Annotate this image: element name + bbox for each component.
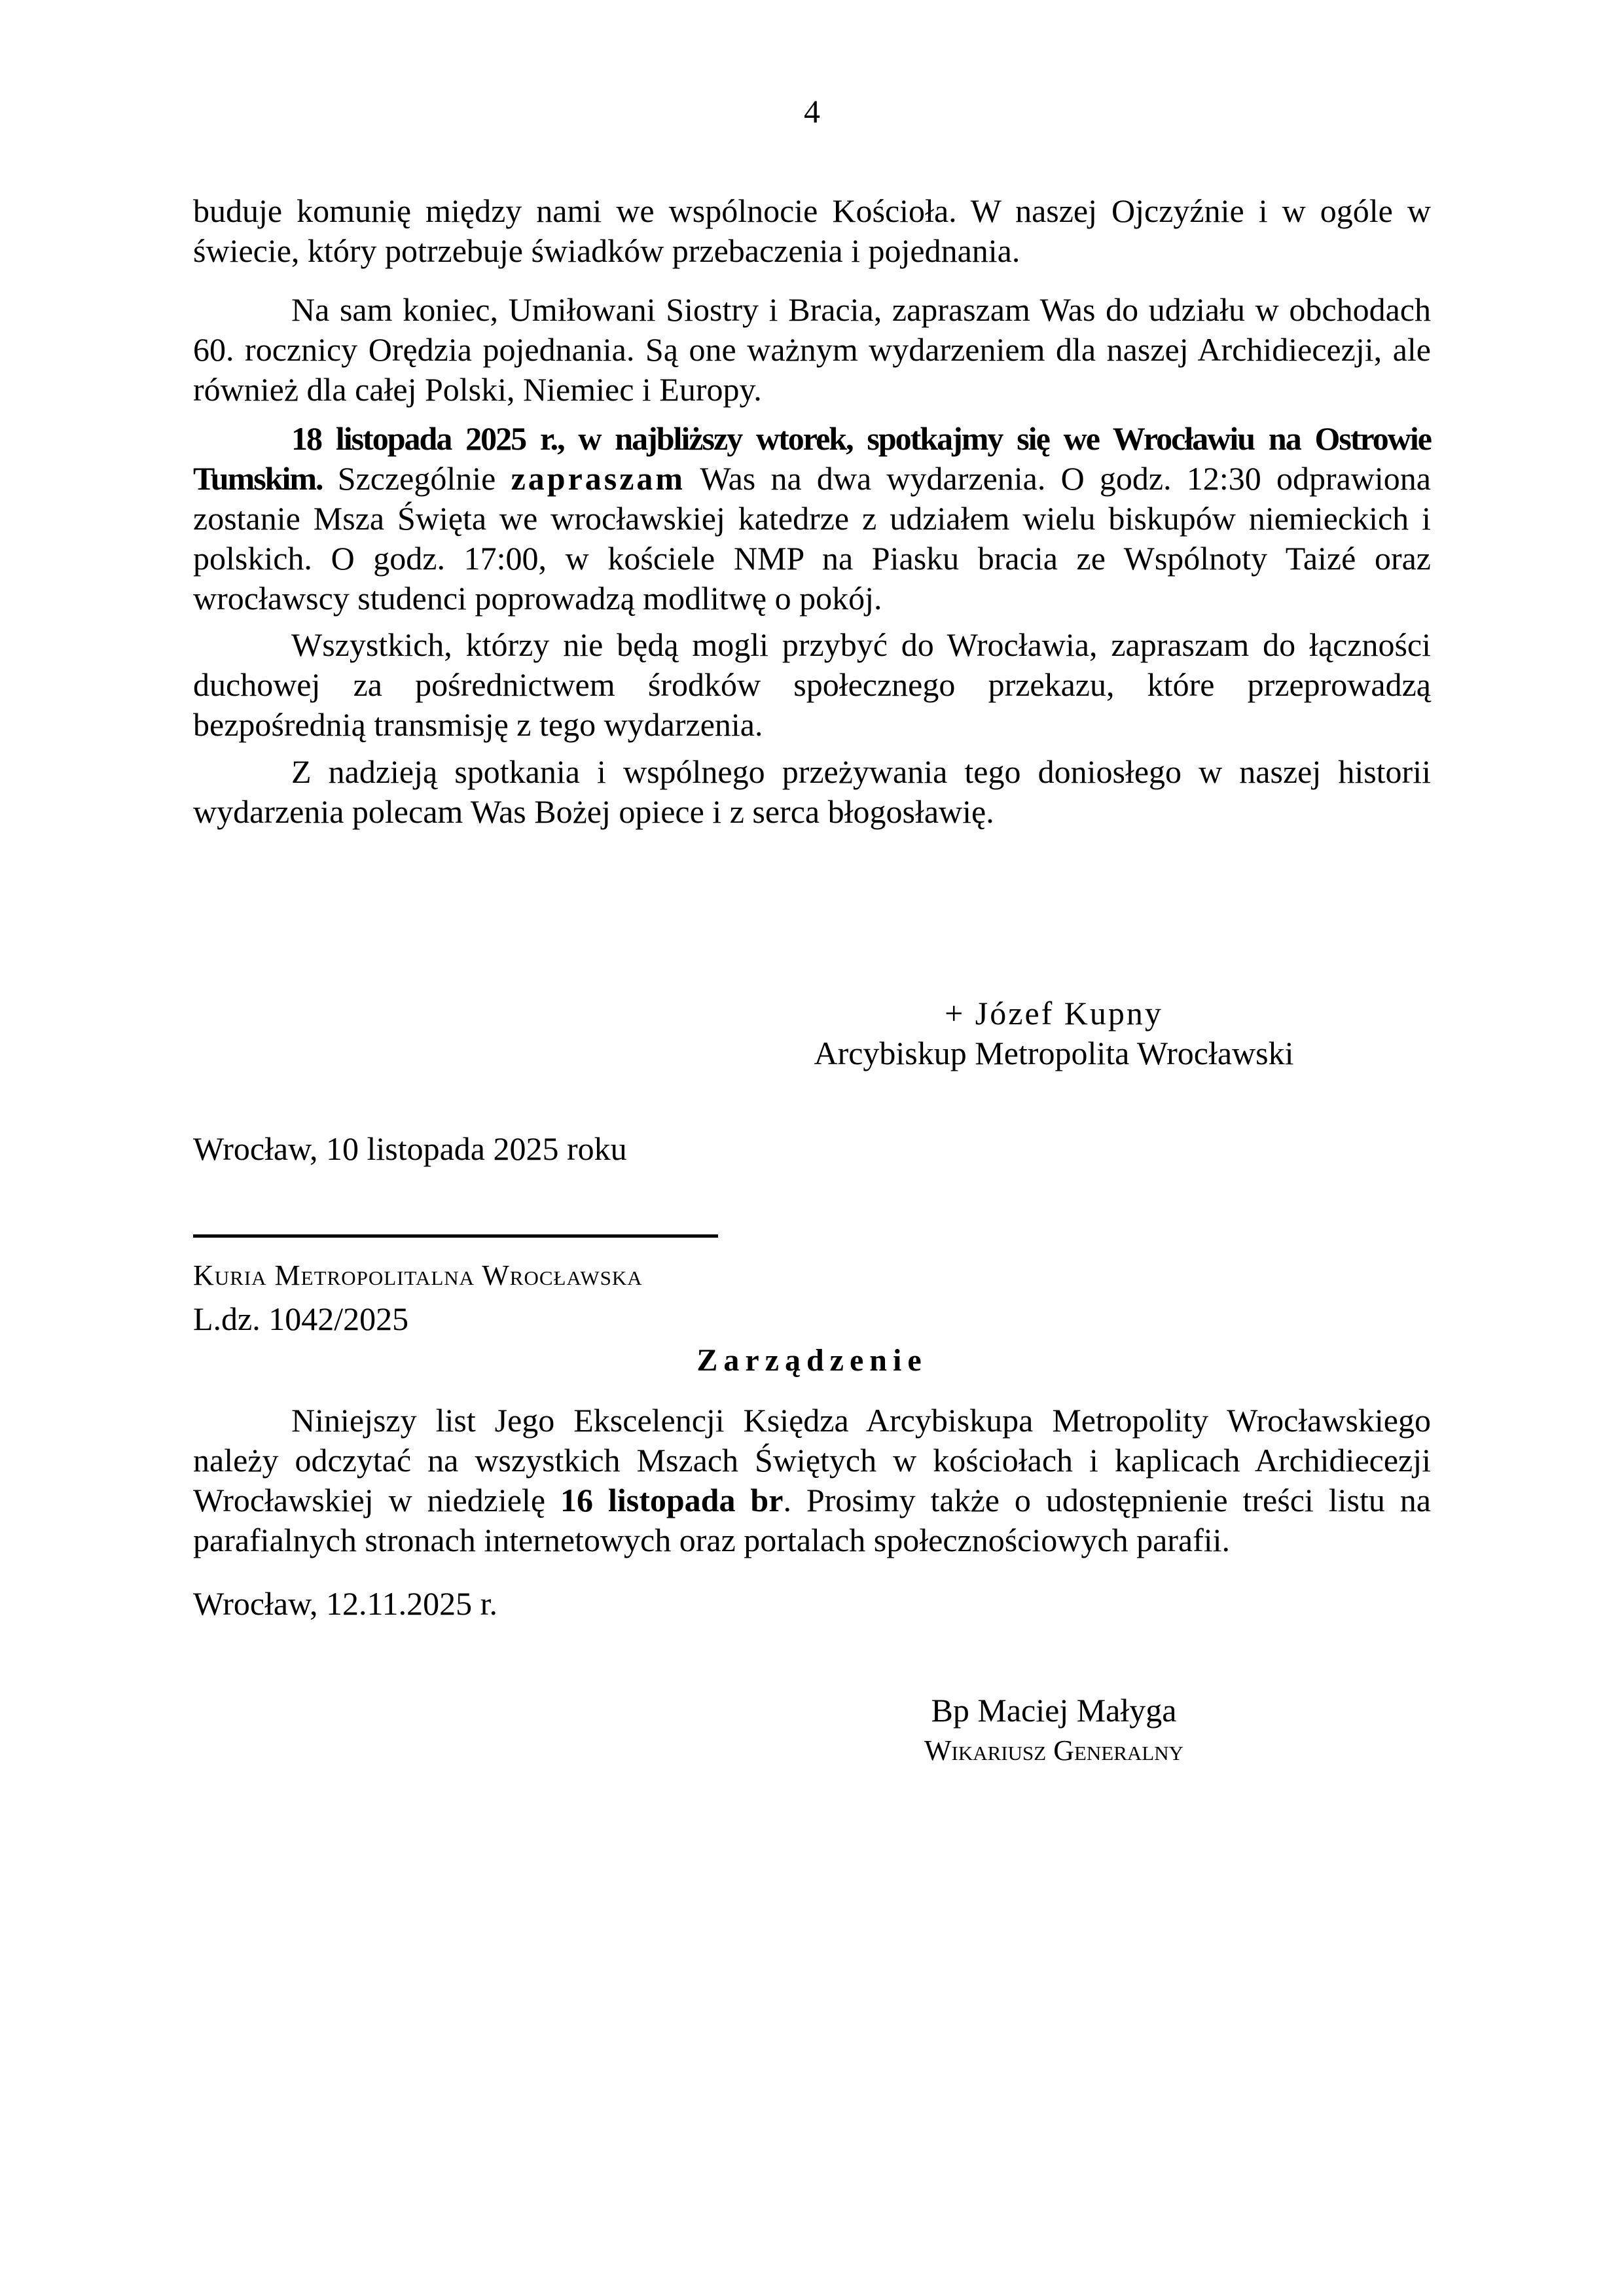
- page-number: 4: [804, 93, 820, 130]
- letter-dateline: Wrocław, 10 listopada 2025 roku: [193, 1130, 627, 1167]
- letter-events-text-2: Was na dwa wydarzenia. O godz. 12:30 odprawiona zostanie Msza Święta we wrocławskiej katedrze z udziałem wielu biskupów niemieckich i polskich. O godz. 17:00, w kościele NMP na Piasku bracia ze Wspólnoty Taizé oraz wrocławscy studenci poprowadzą modlitwę o pokój.: [193, 460, 1432, 617]
- signature-separator-line: [193, 1234, 718, 1238]
- letter-events-bold-zapraszam: zapraszam: [511, 460, 686, 497]
- vicar-general-signature-block: [727, 1691, 1381, 1770]
- archbishop-signature-name: + Józef Kupny: [945, 995, 1163, 1031]
- vicar-general-signature-name: Bp Maciej Małyga: [931, 1692, 1177, 1729]
- vicar-general-signature-title: Wikariusz Generalny: [924, 1734, 1183, 1767]
- ordinance-paragraph: [193, 1401, 1431, 1560]
- letter-paragraph-broadcast: Wszystkich, którzy nie będą mogli przybyć do Wrocławia, zapraszam do łączności duchowej za pośrednictwem środków społecznego przekazu, które przeprowadzą bezpośrednią transmisję z tego wydarzenia.: [193, 626, 1431, 743]
- letter-events-text-1: Szczególnie: [322, 460, 511, 497]
- ordinance-heading: Zarządzenie: [696, 1343, 928, 1378]
- archbishop-signature-title: Arcybiskup Metropolita Wrocławski: [814, 1035, 1294, 1071]
- ordinance-text-2: . Prosimy także o udostępnienie treści listu na parafialnych stronach internetowych oraz portalach społecznościowych parafii.: [193, 1482, 1431, 1558]
- letter-events-bold-lead: 18 listopada 2025 r., w najbliższy wtorek, spotkajmy się we Wrocławiu na Ostrowie Tumskim.: [193, 420, 1431, 497]
- letter-paragraph-closing-invite: Na sam koniec, Umiłowani Siostry i Bracia, zapraszam Was do udziału w obchodach 60. rocznicy Orędzia pojednania. Są one ważnym wydarzeniem dla naszej Archidiecezji, ale również dla całej Polski, Niemiec i Europy.: [193, 291, 1431, 408]
- ordinance-dateline: Wrocław, 12.11.2025 r.: [193, 1585, 498, 1622]
- reference-number: L.dz. 1042/2025: [193, 1300, 409, 1337]
- ordinance-text-1: Niniejszy list Jego Ekscelencji Księdza Arcybiskupa Metropolity Wrocławskiego należy odczytać na wszystkich Mszach Świętych w kościołach i kaplicach Archidiecezji Wrocławskiej w niedzielę: [193, 1402, 1431, 1518]
- archbishop-signature-block: [727, 994, 1381, 1073]
- ordinance-bold-date: 16 listopada br: [560, 1482, 784, 1518]
- curia-office-name: Kuria Metropolitalna Wrocławska: [193, 1259, 643, 1291]
- letter-paragraph-blessing: Z nadzieją spotkania i wspólnego przeżywania tego doniosłego w naszej historii wydarzenia polecam Was Bożej opiece i z serca błogosławię.: [193, 753, 1431, 830]
- letter-paragraph-events: [193, 419, 1431, 619]
- letter-paragraph-continuation: buduje komunię między nami we wspólnocie Kościoła. W naszej Ojczyźnie i w ogóle w świecie, który potrzebuje świadków przebaczenia i pojednania.: [193, 192, 1431, 269]
